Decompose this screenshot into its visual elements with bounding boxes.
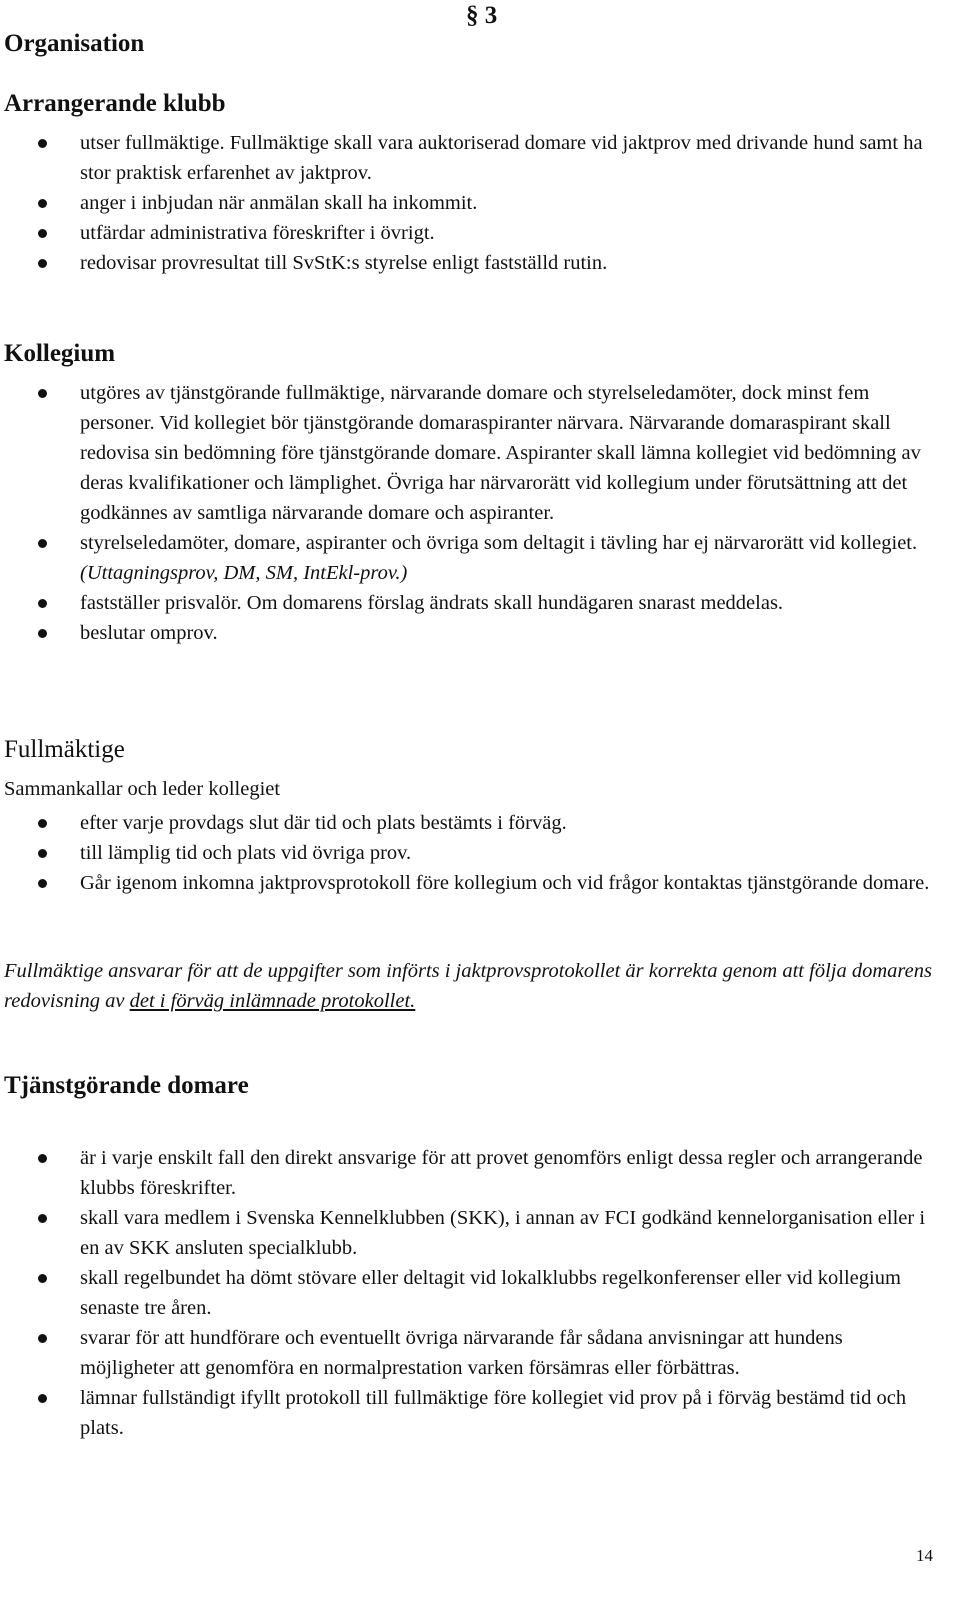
list-item: efter varje provdags slut där tid och plats bestämts i förväg. — [0, 808, 940, 838]
list-tjanstgorande-domare — [0, 1143, 940, 1443]
bullet-icon — [38, 1214, 47, 1223]
bullet-icon — [38, 1154, 47, 1163]
section-number: § 3 — [466, 2, 498, 29]
list-item: är i varje enskilt fall den direkt ansvarige för att provet genomförs enligt dessa regler och arrangerande klubbs föreskrifter. — [0, 1143, 940, 1203]
list-item: utgöres av tjänstgörande fullmäktige, närvarande domare och styrelseledamöter, dock minst fem personer. Vid kollegiet bör tjänstgörande domaraspiranter närvara. Närvarande domaraspirant skall redovisa sin bedömning före tjänstgörande domare. Aspiranter skall lämna kollegiet vid bedömning av deras kvalifikationer och lämplighet. Övriga har närvarorätt vid kollegium under förutsättning att det godkännes av samtliga närvarande domare och aspiranter. — [0, 378, 940, 528]
list-item: utser fullmäktige. Fullmäktige skall vara auktoriserad domare vid jaktprov med drivande hund samt ha stor praktisk erfarenhet av jaktprov. — [0, 128, 940, 188]
bullet-icon — [38, 539, 47, 548]
list-item: till lämplig tid och plats vid övriga prov. — [0, 838, 940, 868]
list-fullmaktige — [0, 808, 940, 898]
list-item: lämnar fullständigt ifyllt protokoll till fullmäktige före kollegiet vid prov på i förväg bestämd tid och plats. — [0, 1383, 940, 1443]
bullet-icon — [38, 1274, 47, 1283]
heading-tjanstgorande-domare: Tjänstgörande domare — [4, 1072, 249, 1099]
fullmaktige-intro: Sammankallar och leder kollegiet — [4, 778, 281, 800]
bullet-icon — [38, 1394, 47, 1403]
list-item: redovisar provresultat till SvStK:s styrelse enligt fastställd rutin. — [0, 248, 940, 278]
heading-kollegium: Kollegium — [4, 340, 116, 367]
page-title: Organisation — [4, 30, 145, 57]
list-item: skall regelbundet ha dömt stövare eller deltagit vid lokalklubbs regelkonferenser eller vid kollegium senaste tre åren. — [0, 1263, 940, 1323]
list-item: anger i inbjudan när anmälan skall ha inkommit. — [0, 188, 940, 218]
page-number: 14 — [916, 1546, 933, 1565]
bullet-icon — [38, 229, 47, 238]
list-item: styrelseledamöter, domare, aspiranter och övriga som deltagit i tävling har ej närvarorätt vid kollegiet. (Uttagningsprov, DM, SM, IntEkl-prov.) — [0, 528, 940, 588]
list-item: skall vara medlem i Svenska Kennelklubben (SKK), i annan av FCI godkänd kennelorganisation eller i en av SKK ansluten specialklubb. — [0, 1203, 940, 1263]
bullet-icon — [38, 199, 47, 208]
list-item: Går igenom inkomna jaktprovsprotokoll före kollegium och vid frågor kontaktas tjänstgörande domare. — [0, 868, 940, 898]
list-item: fastställer prisvalör. Om domarens förslag ändrats skall hundägaren snarast meddelas. — [0, 588, 940, 618]
fullmaktige-note: Fullmäktige ansvarar för att de uppgifter som införts i jaktprovsprotokollet är korrekta genom att följa domarens redovisning av det i förväg inlämnade protokollet. — [4, 960, 932, 1012]
list-item: beslutar omprov. — [0, 618, 940, 648]
bullet-icon — [38, 879, 47, 888]
heading-fullmaktige: Fullmäktige — [4, 736, 125, 763]
underlined-phrase: det i förväg inlämnade protokollet. — [129, 990, 416, 1012]
bullet-icon — [38, 389, 47, 398]
bullet-icon — [38, 629, 47, 638]
list-arrangerande-klubb — [0, 128, 940, 278]
list-kollegium — [0, 378, 940, 648]
list-item: utfärdar administrativa föreskrifter i övrigt. — [0, 218, 940, 248]
bullet-icon — [38, 599, 47, 608]
heading-arrangerande-klubb: Arrangerande klubb — [4, 90, 226, 117]
bullet-icon — [38, 849, 47, 858]
list-item: svarar för att hundförare och eventuellt övriga närvarande får sådana anvisningar att hundens möjligheter att genomföra en normalprestation varken försämras eller förbättras. — [0, 1323, 940, 1383]
bullet-icon — [38, 259, 47, 268]
bullet-icon — [38, 1334, 47, 1343]
bullet-icon — [38, 139, 47, 148]
bullet-icon — [38, 819, 47, 828]
